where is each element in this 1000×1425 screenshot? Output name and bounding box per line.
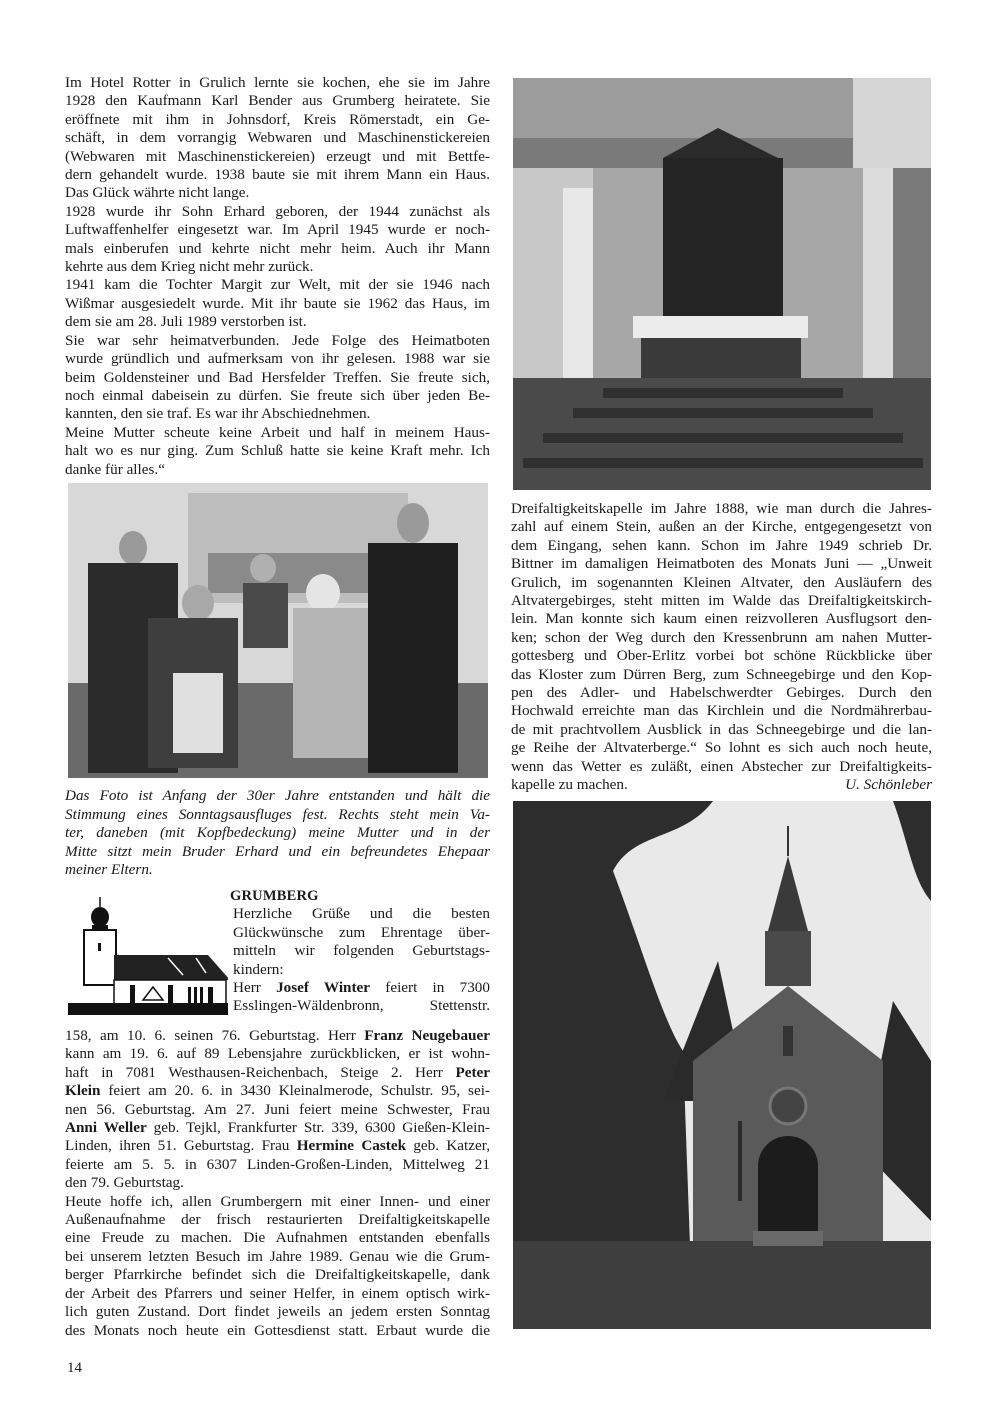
chapel-history-text — [511, 500, 932, 795]
text-line: Bittner im damaligen Heimatboten des Monats Juni — „Unweit — [511, 555, 932, 573]
author-signature: U. Schönleber — [845, 776, 932, 794]
text-line: pen des Adler- und Habelschwerdter Gebirges. Durch den — [511, 684, 932, 702]
birthday-line — [65, 1174, 490, 1192]
text-line: Altvatergebirges, steht mitten im Walde das Dreifaltigkeitskirch- — [511, 592, 932, 610]
text-line: Außenaufnahme der frisch restaurierten Dreifaltigkeitskapelle — [65, 1211, 490, 1229]
birthday-line — [233, 979, 490, 997]
birthday-line — [65, 1101, 490, 1119]
family-photo-image — [68, 483, 488, 778]
chapel-interior-image — [513, 78, 931, 490]
text-line: beim Goldensteiner und Bad Hersfelder Treffen. Sie freute sich, — [65, 368, 490, 386]
text: kapelle zu machen. — [511, 776, 628, 794]
text-line: berger Pfarrkirche befindet sich die Dreifaltigkeitskapelle, dank — [65, 1266, 490, 1284]
text-line: halt wo es nur ging. Zum Schluß hatte sie keine Kraft mehr. Ich — [65, 442, 490, 460]
celebrant-name: Hermine Castek — [296, 1137, 407, 1155]
text-line: Glückwünsche zum Ehrentage über- — [233, 923, 490, 941]
text-line: Meine Mutter scheute keine Arbeit und half in meinem Haus- — [65, 423, 490, 441]
text-line: mitteln wir folgenden Geburtstags- — [233, 942, 490, 960]
text-line: das Kloster zum Dürren Berg, zum Schneegebirge und den Kop- — [511, 665, 932, 683]
text-line: meiner Eltern. — [65, 861, 153, 879]
celebrant-name: Franz Neugebauer — [364, 1027, 490, 1044]
text: feiert in 7300 — [370, 979, 490, 997]
text-line: kehrte aus dem Krieg nicht mehr zurück. — [65, 258, 314, 276]
celebrant-name: Peter — [455, 1063, 490, 1081]
text: feierte am 5. 5. in 6307 Linden-Großen-Linden, Mittelweg 21 — [65, 1155, 490, 1173]
birthday-line — [65, 1156, 490, 1174]
text: kann am 19. 6. auf 89 Lebensjahre zurückblicken, er ist wohn- — [65, 1045, 490, 1063]
text-line: ken; schon der Weg durch den Kressenbrunn am nahen Mutter- — [511, 628, 932, 646]
birthday-line — [65, 1027, 490, 1045]
text-line: zahl auf einem Stein, außen an der Kirche, entgegengesetzt von — [511, 518, 932, 536]
text-line: eine Freude zu machen. Die Aufnahmen entstanden ebenfalls — [65, 1229, 490, 1247]
text-line: dern gehandelt wurde. 1938 baute sie mit ihrem Mann ein Haus. — [65, 166, 490, 184]
birthday-line — [65, 1045, 490, 1063]
birthday-line: Esslingen-Wäldenbronn, Stettenstr. — [233, 997, 490, 1015]
text-line: Das Foto ist Anfang der 30er Jahre entstanden und hält die — [65, 787, 490, 804]
text-line: Das Glück währte nicht lange. — [65, 184, 250, 202]
text-line: kannten, den sie traf. Es war ihr Abschiednehmen. — [65, 405, 371, 423]
text-line: wurde gründlich und aufmerksam von ihr gelesen. 1988 war sie — [65, 350, 490, 368]
text: geb. Tejkl, Frankfurter Str. 339, 6300 Gießen-Klein- — [146, 1119, 490, 1137]
text-line: eröffnete mit ihm in Johnsdorf, Kreis Römerstadt, ein Ge- — [65, 110, 490, 128]
text-line: Sie war sehr heimatverbunden. Jede Folge des Heimatboten — [65, 331, 490, 349]
chapel-interior-photo — [513, 78, 931, 490]
birthday-line — [65, 1064, 490, 1082]
text-line: Stimmung eines Sonntagsausfluges fest. Rechts steht mein Va- — [65, 805, 490, 823]
text-line: Im Hotel Rotter in Grulich lernte sie kochen, ehe sie im Jahre — [65, 74, 490, 91]
text: nen 56. Geburtstag. Am 27. Juni feiert meine Schwester, Frau — [65, 1100, 490, 1118]
text-line: lich guten Zustand. Dort findet jeweils an jedem ersten Sonntag — [65, 1303, 490, 1321]
text: haft in 7081 Westhausen-Reichenbach, Steige 2. Herr — [65, 1063, 456, 1081]
grumberg-church-drawing — [68, 895, 228, 1015]
text-line: schäft, in dem vorrangig Webwaren und Maschinenstickereien — [65, 129, 490, 147]
text-line: de mit prachtvollem Ausblick in das Schneegebirge und die lan- — [511, 720, 932, 738]
photo-caption — [65, 787, 490, 880]
text-line: Wißmar ausgesiedelt wurde. Mit ihr baute sie 1962 das Haus, im — [65, 294, 490, 312]
text-line: Herzliche Grüße und die besten — [233, 905, 490, 923]
text-line: dem Eingang, sehen kann. Schon im Jahre 1949 schrieb Dr. — [511, 536, 932, 554]
text-line: 1941 kam die Tochter Margit zur Welt, mit der sie 1946 nach — [65, 276, 490, 294]
text-line: danke für alles.“ — [65, 460, 165, 478]
text-line: Luftwaffenhelfer eingesetzt war. Im April 1945 wurde er noch- — [65, 221, 490, 239]
celebrant-name: Josef Winter — [276, 979, 371, 997]
text: geb. Katzer, — [406, 1137, 490, 1155]
text-line: dem sie am 28. Juli 1989 verstorben ist. — [65, 313, 307, 331]
text: feiert am 20. 6. in 3430 Kleinalmerode, Schulstr. 95, sei- — [100, 1082, 490, 1100]
intro-text — [65, 74, 490, 479]
text-line: mals einberufen und kehrte nicht mehr heim. Auch ihr Mann — [65, 239, 490, 257]
text-line: Heute hoffe ich, allen Grumbergern mit einer Innen- und einer — [65, 1192, 490, 1210]
page-number: 14 — [67, 1360, 82, 1376]
text-line: Mitte sitzt mein Bruder Erhard und ein befreundetes Ehepaar — [65, 842, 490, 860]
birthday-text — [65, 1027, 490, 1340]
text-line: Dreifaltigkeitskapelle im Jahre 1888, wie man durch die Jahres- — [511, 500, 932, 517]
text-line: Grulich, im sogenannten Kleinen Altvater, den Ausläufern des — [511, 573, 932, 591]
text-line: wenn das Wetter es zuläßt, einen Abstecher zur Dreifaltigkeits- — [511, 757, 932, 775]
family-photo — [68, 483, 488, 778]
church-icon — [68, 895, 228, 1015]
text-line: noch einmal dabeisein zu dürfen. Sie freute sich über jeden Be- — [65, 386, 490, 404]
text-line — [511, 776, 932, 794]
text-line: 1928 den Kaufmann Karl Bender aus Grumberg heiratete. Sie — [65, 92, 490, 110]
text: Linden, ihren 51. Geburtstag. Frau — [65, 1137, 297, 1155]
text-line: kindern: — [233, 960, 284, 978]
text-line: (Webwaren mit Maschinenstickereien) erzeugt und mit Bettfe- — [65, 147, 490, 165]
grumberg-greeting — [231, 887, 490, 1016]
text: den 79. Geburtstag. — [65, 1174, 184, 1192]
chapel-exterior-image — [513, 801, 931, 1329]
text-line: lein. Man konnte sich kaum einen reizvolleren Ausflugsort den- — [511, 610, 932, 628]
text-line: ter, daneben (mit Kopfbedeckung) meine Mutter und in der — [65, 824, 490, 842]
celebrant-name: Anni Weller — [65, 1119, 147, 1137]
text: Herr — [233, 979, 277, 997]
text-line: ge Reihe der Altvaterberge.“ So lohnt es sich auch noch heute, — [511, 739, 932, 757]
chapel-exterior-photo — [513, 801, 931, 1329]
text-line: des Monats noch heute ein Gottesdienst statt. Erbaut wurde die — [65, 1321, 490, 1339]
text-line: gottesberg und Ober-Erlitz vorbei bot schöne Rückblicke über — [511, 647, 932, 665]
text-line: bei unserem letzten Besuch im Jahre 1989. Genau wie die Grum- — [65, 1247, 490, 1265]
text-line: der Arbeit des Pfarrers und seiner Helfer, in einem optisch wirk- — [65, 1284, 490, 1302]
celebrant-name: Klein — [65, 1082, 101, 1100]
birthday-line — [65, 1119, 490, 1137]
birthday-line — [65, 1137, 490, 1155]
birthday-line — [65, 1082, 490, 1100]
text: 158, am 10. 6. seinen 76. Geburtstag. Herr — [65, 1027, 365, 1044]
section-heading: GRUMBERG — [230, 888, 319, 904]
text-line: 1928 wurde ihr Sohn Erhard geboren, der 1944 zunächst als — [65, 202, 490, 220]
text-line: Hochwald erreichte man das Kirchlein und die Nordmährerbau- — [511, 702, 932, 720]
